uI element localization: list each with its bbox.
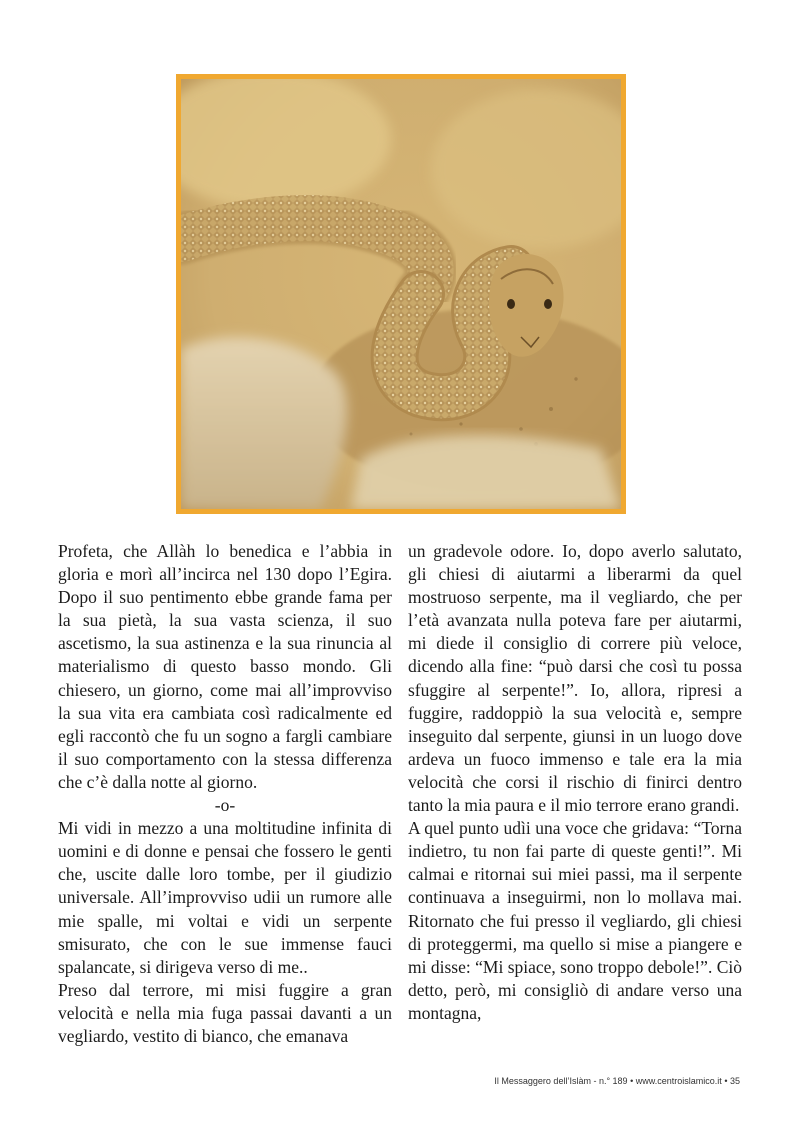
right-text-column [408, 540, 742, 1025]
page-footer [494, 1076, 740, 1086]
paragraph: A quel punto udìi una voce che gridava: “Torna indietro, tu non fai parte di queste genti!”. Mi calmai e ritornai sui miei passi, ma il serpente continuava a inseguirmi, non lo mollava mai. Ritornato che fui presso il vegliardo, gli chiesi di proteggermi, ma quello si mise a piangere e mi disse: “Mi spiace, sono troppo debole!”. Ciò detto, però, mi consigliò di andare verso una montagna, [408, 818, 742, 1023]
footer-bullet: • [724, 1076, 728, 1086]
left-text-column [58, 540, 392, 1048]
article-photo-frame [176, 74, 626, 514]
website-link[interactable]: www.centroislamico.it [635, 1076, 722, 1086]
snake-photo [181, 79, 621, 509]
paragraph: Mi vidi in mezzo a una moltitudine infinita di uomini e di donne e pensai che fossero le genti che, uscite dalle loro tombe, per il giudizio universale. All’improvviso udii un rumore alle mie spalle, mi voltai e vidi un serpente smisurato, che con le sue immense fauci spalancate, si dirigeva verso di me.. [58, 818, 392, 977]
paragraph: Profeta, che Allàh lo benedica e l’abbia in gloria e morì all’incirca nel 130 dopo l’Egira. Dopo il suo pentimento ebbe grande fama per la sua pietà, la sua vasta scienza, il suo ascetismo, la sua astinenza e la sua rinuncia al materialismo di questo basso mondo. Gli chiesero, un giorno, come mai all’improvviso la sua vita era cambiata così radicalmente ed egli raccontò che fu un sogno a fargli cambiare il suo comportamento con la stessa differenza che c’è dalla notte al giorno. [58, 541, 392, 792]
footer-bullet: • [630, 1076, 634, 1086]
magazine-name: Il Messaggero dell’Islàm - n.° 189 [494, 1076, 628, 1086]
paragraph: Preso dal terrore, mi misi fuggire a gran velocità e nella mia fuga passai davanti a un vegliardo, vestito di bianco, che emanava [58, 979, 392, 1046]
paragraph: un gradevole odore. Io, dopo averlo salutato, gli chiesi di aiutarmi a liberarmi da quel mostruoso serpente, ma il vegliardo, che per l’età avanzata nulla poteva fare per aiutarmi, mi diede il consiglio di correre più veloce, dicendo alla fine: “può darsi che così tu possa sfuggire al serpente!”. Io, allora, ripresi a fuggire, raddoppiò la sua velocità e, sempre inseguito dal serpente, giunsi in un luogo dove ardeva un fuoco immenso e tale era la mia velocità che corsi il rischio di finirci dentro tanto la mia paura e il mio terrore erano grandi. [408, 541, 742, 816]
section-separator: -o- [214, 795, 236, 816]
page-number: 35 [729, 1076, 740, 1086]
